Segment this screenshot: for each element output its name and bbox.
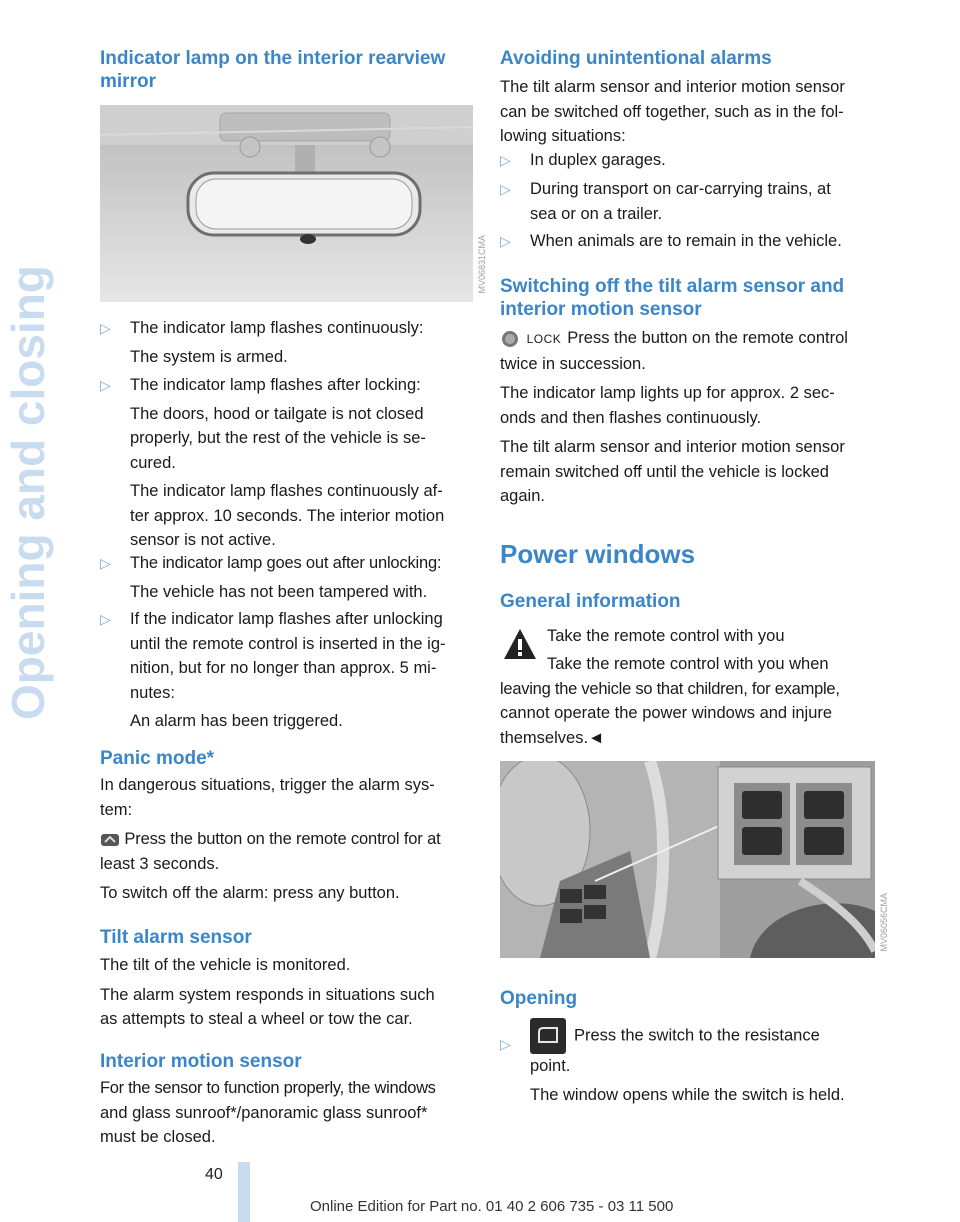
heading-panic-mode: Panic mode* — [100, 748, 215, 769]
bullet-marker: ▷ — [100, 320, 111, 336]
footer-accent-bar — [238, 1162, 250, 1222]
text-line: again. — [500, 487, 545, 505]
text-line: cannot operate the power windows and injure — [500, 704, 833, 722]
bullet-marker: ▷ — [100, 611, 111, 627]
bullet-text: The system is armed. — [130, 347, 288, 366]
bullet-marker: ▷ — [100, 555, 111, 571]
bullet-text: The indicator lamp goes out after unlocking: — [130, 554, 442, 572]
text-span: Press the switch to the resistance — [574, 1026, 820, 1045]
paragraph-avoid — [500, 75, 880, 149]
text-line: point. — [530, 1057, 571, 1075]
heading-tilt-alarm: Tilt alarm sensor — [100, 927, 252, 948]
heading-general-information: General information — [500, 591, 681, 612]
figure-rearview-mirror — [100, 105, 473, 302]
figure-code-2: MV06056CMA — [879, 893, 889, 952]
paragraph-panic — [100, 773, 475, 906]
bullet-text: During transport on car-carrying trains, at — [530, 180, 831, 198]
bullet-marker: ▷ — [500, 233, 511, 249]
chapter-side-title — [0, 40, 54, 720]
bullet-text: An alarm has been triggered. — [130, 712, 343, 730]
text-span: Press the button on the remote control for at — [120, 830, 441, 848]
text-line: must be closed. — [100, 1128, 216, 1146]
footer-edition-text: Online Edition for Part no. 01 40 2 606 735 - 03 11 500 — [310, 1198, 674, 1215]
panic-button-icon — [100, 832, 120, 848]
heading-opening: Opening — [500, 988, 578, 1009]
paragraph-motion — [100, 1076, 480, 1150]
bullet-text: When animals are to remain in the vehicle. — [530, 232, 842, 250]
bullet-text: In duplex garages. — [530, 151, 666, 169]
text-line — [500, 326, 880, 352]
text-line — [100, 827, 475, 852]
text-line: In dangerous situations, trigger the alarm sys- — [100, 776, 435, 794]
text-line: The tilt of the vehicle is monitored. — [100, 956, 351, 974]
text-line: The alarm system responds in situations such — [100, 985, 435, 1004]
text-span: Press the button on the remote control — [567, 329, 848, 347]
text-line: can be switched off together, such as in the fol- — [500, 102, 844, 121]
bullet-text: properly, but the rest of the vehicle is se- — [130, 429, 426, 447]
text-line: remain switched off until the vehicle is locked — [500, 462, 829, 481]
bullet-marker: ▷ — [500, 152, 511, 168]
text-line: To switch off the alarm: press any button. — [100, 884, 400, 902]
heading-indicator-lamp: Indicator lamp on the interior rearview mirror — [100, 48, 446, 92]
text-line: leaving the vehicle so that children, for example, — [500, 679, 840, 698]
bullet-text: nition, but for no longer than approx. 5 mi- — [130, 659, 437, 677]
bullet-text: The indicator lamp flashes continuously: — [130, 319, 424, 337]
text-line: For the sensor to function properly, the windows — [100, 1079, 436, 1097]
figure-window-switches — [500, 761, 875, 958]
chapter-side-title-text: Opening and closing — [2, 265, 54, 720]
text-line — [530, 1018, 878, 1054]
bullet-text: The indicator lamp flashes continuously af- — [130, 482, 443, 500]
text-line: onds and then flashes continuously. — [500, 408, 762, 427]
text-line: as attempts to steal a wheel or tow the car. — [100, 1010, 413, 1028]
text-line: Take the remote control with you when — [547, 655, 829, 673]
text-line: least 3 seconds. — [100, 854, 220, 873]
heading-line: interior motion sensor — [500, 299, 702, 320]
bullet-text: cured. — [130, 453, 176, 472]
bullet-text: sensor is not active. — [130, 531, 276, 549]
bullet-text: sea or on a trailer. — [530, 204, 663, 223]
bullet-text: If the indicator lamp flashes after unlocking — [130, 610, 443, 628]
heading-interior-motion: Interior motion sensor — [100, 1051, 302, 1072]
bullet-text: The indicator lamp flashes after locking: — [130, 376, 421, 394]
text-line: twice in succession. — [500, 354, 646, 373]
text-line: lowing situations: — [500, 127, 626, 145]
bullet-marker: ▷ — [500, 1036, 511, 1052]
bullet-marker: ▷ — [500, 181, 511, 197]
paragraph-tilt — [100, 953, 475, 1032]
figure-code-1: MV06831CMA — [477, 235, 487, 294]
heading-avoiding-alarms: Avoiding unintentional alarms — [500, 48, 772, 69]
paragraph-warning — [500, 652, 882, 750]
text-line: themselves.◄ — [500, 728, 605, 747]
bullet-text: The vehicle has not been tampered with. — [130, 582, 428, 601]
text-line: and glass sunroof*/panoramic glass sunroof* — [100, 1103, 428, 1122]
heading-switching-off — [500, 275, 844, 321]
remote-lock-icon — [500, 330, 520, 348]
window-switch-icon — [530, 1018, 566, 1054]
bullet-text: The doors, hood or tailgate is not closed — [130, 404, 424, 423]
paragraph-switching-off — [500, 326, 880, 509]
bullet-marker: ▷ — [100, 377, 111, 393]
text-line: The indicator lamp lights up for approx. 2 sec- — [500, 384, 835, 402]
warning-title: Take the remote control with you — [547, 627, 785, 645]
bullet-text: until the remote control is inserted in the ig- — [130, 634, 446, 653]
text-line: The tilt alarm sensor and interior motion sensor — [500, 438, 845, 456]
page-number: 40 — [205, 1166, 223, 1183]
lock-label: LOCK — [526, 332, 562, 346]
bullet-text: ter approx. 10 seconds. The interior motion — [130, 506, 445, 525]
text-line: The tilt alarm sensor and interior motion sensor — [500, 78, 845, 96]
bullet-text: nutes: — [130, 683, 175, 702]
heading-line: Switching off the tilt alarm sensor and — [500, 276, 845, 297]
heading-power-windows: Power windows — [500, 539, 696, 569]
text-line: tem: — [100, 800, 133, 819]
text-line: The window opens while the switch is held. — [530, 1085, 845, 1104]
